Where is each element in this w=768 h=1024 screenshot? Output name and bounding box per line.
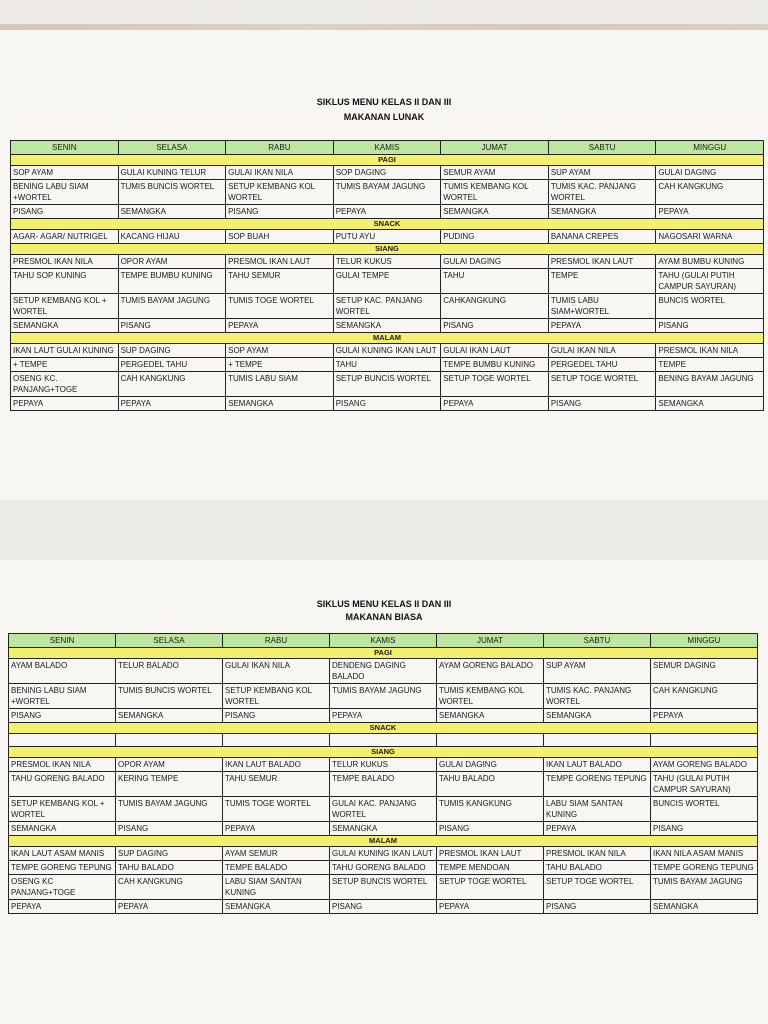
menu-cell: SUP AYAM <box>548 166 656 180</box>
menu-cell: PISANG <box>11 205 119 219</box>
menu-cell: SETUP KEMBANG KOL WORTEL <box>223 684 330 709</box>
menu-cell: SETUP KEMBANG KOL + WORTEL <box>11 294 119 319</box>
menu-cell: PISANG <box>9 709 116 723</box>
menu-cell: SEMANGKA <box>330 822 437 836</box>
menu-cell: OSENG KC. PANJANG+TOGE <box>11 372 119 397</box>
table-row <box>9 847 758 861</box>
menu-cell: GULAI KAC. PANJANG WORTEL <box>330 797 437 822</box>
meal-section-label: SIANG <box>9 747 758 758</box>
table-row <box>9 758 758 772</box>
menu-cell: OPOR AYAM <box>116 758 223 772</box>
menu-cell: GULAI IKAN NILA <box>548 344 656 358</box>
menu-cell: AGAR- AGAR/ NUTRIGEL <box>11 230 119 244</box>
table-row <box>11 230 764 244</box>
table-row <box>9 734 758 747</box>
menu-cell: AYAM BUMBU KUNING <box>656 255 764 269</box>
menu-cell: GULAI DAGING <box>437 758 544 772</box>
menu-cell: SEMANGKA <box>656 397 764 411</box>
menu-cell <box>651 734 758 747</box>
menu-cell: TAHU SEMUR <box>223 772 330 797</box>
menu-cell: TUMIS KEMBANG KOL WORTEL <box>441 180 549 205</box>
day-header: SABTU <box>544 634 651 648</box>
menu-cell: BENING LABU SIAM +WORTEL <box>9 684 116 709</box>
menu-cell: TUMIS LABU SIAM+WORTEL <box>548 294 656 319</box>
menu-cell: IKAN LAUT GULAI KUNING <box>11 344 119 358</box>
menu-cell: TEMPE BALADO <box>223 861 330 875</box>
menu-cell: TEMPE GORENG TEPUNG <box>651 861 758 875</box>
menu-cell: PISANG <box>548 397 656 411</box>
table-row <box>11 269 764 294</box>
day-header: SENIN <box>9 634 116 648</box>
doc1-subtitle: MAKANAN LUNAK <box>343 112 425 122</box>
table-row <box>9 875 758 900</box>
menu-cell: SEMANGKA <box>548 205 656 219</box>
menu-cell: PEPAYA <box>651 709 758 723</box>
table-row <box>11 166 764 180</box>
meal-section-label: MALAM <box>9 836 758 847</box>
section-row <box>11 333 764 344</box>
menu-cell: PRESMOL IKAN LAUT <box>548 255 656 269</box>
menu-cell: TUMIS TOGE WORTEL <box>226 294 334 319</box>
menu-cell: PEPAYA <box>656 205 764 219</box>
section-row <box>9 747 758 758</box>
menu-cell: TUMIS BUNCIS WORTEL <box>116 684 223 709</box>
menu-cell: TUMIS KAC. PANJANG WORTEL <box>548 180 656 205</box>
section-row <box>9 648 758 659</box>
menu-cell: PEPAYA <box>548 319 656 333</box>
day-header: SENIN <box>11 141 119 155</box>
header-row <box>11 141 764 155</box>
menu-cell: SEMANGKA <box>544 709 651 723</box>
menu-cell: SETUP TOGE WORTEL <box>437 875 544 900</box>
menu-cell: SETUP KAC. PANJANG WORTEL <box>333 294 441 319</box>
menu-cell: GULAI KUNING IKAN LAUT <box>330 847 437 861</box>
menu-cell: TAHU BALADO <box>544 861 651 875</box>
menu-cell: SETUP TOGE WORTEL <box>441 372 549 397</box>
menu-cell: SOP DAGING <box>333 166 441 180</box>
day-header: SELASA <box>118 141 226 155</box>
table-row <box>11 294 764 319</box>
menu-cell: PEPAYA <box>223 822 330 836</box>
day-header: MINGGU <box>656 141 764 155</box>
menu-cell: PEPAYA <box>11 397 119 411</box>
table-row <box>9 900 758 914</box>
menu-cell: PERGEDEL TAHU <box>118 358 226 372</box>
menu-cell: PISANG <box>223 709 330 723</box>
menu-cell: PISANG <box>226 205 334 219</box>
menu-cell: KACANG HIJAU <box>118 230 226 244</box>
menu-cell: PUDING <box>441 230 549 244</box>
meal-section-label: PAGI <box>9 648 758 659</box>
table-row <box>9 709 758 723</box>
menu-cell: PRESMOL IKAN NILA <box>9 758 116 772</box>
menu-cell: PISANG <box>116 822 223 836</box>
menu-cell: SOP AYAM <box>11 166 119 180</box>
menu-cell: PISANG <box>651 822 758 836</box>
menu-cell: IKAN LAUT BALADO <box>544 758 651 772</box>
meal-section-label: SIANG <box>11 244 764 255</box>
menu-cell: TUMIS BUNCIS WORTEL <box>118 180 226 205</box>
table-row <box>11 358 764 372</box>
menu-cell: CAHKANGKUNG <box>441 294 549 319</box>
menu-cell: SEMUR DAGING <box>651 659 758 684</box>
menu-cell: SOP BUAH <box>226 230 334 244</box>
menu-cell: TEMPE GORENG TEPUNG <box>9 861 116 875</box>
day-header: RABU <box>226 141 334 155</box>
menu-cell: TEMPE GORENG TEPUNG <box>544 772 651 797</box>
section-row <box>11 244 764 255</box>
menu-cell: PRESMOL IKAN NILA <box>544 847 651 861</box>
table-row <box>9 772 758 797</box>
menu-cell: LABU SIAM SANTAN KUNING <box>223 875 330 900</box>
menu-cell: BUNCIS WORTEL <box>656 294 764 319</box>
menu-cell: IKAN LAUT ASAM MANIS <box>9 847 116 861</box>
menu-cell: BUNCIS WORTEL <box>651 797 758 822</box>
menu-cell: BANANA CREPES <box>548 230 656 244</box>
menu-cell: PUTU AYU <box>333 230 441 244</box>
menu-cell: TAHU <box>333 358 441 372</box>
menu-cell <box>116 734 223 747</box>
menu-cell: PISANG <box>333 397 441 411</box>
table-row <box>9 822 758 836</box>
doc2-subtitle: MAKANAN BIASA <box>345 612 423 622</box>
menu-cell: SETUP KEMBANG KOL WORTEL <box>226 180 334 205</box>
menu-cell: PEPAYA <box>118 397 226 411</box>
menu-cell: AYAM BALADO <box>9 659 116 684</box>
day-header: JUMAT <box>441 141 549 155</box>
menu-cell: SETUP TOGE WORTEL <box>544 875 651 900</box>
menu-cell: SETUP BUNCIS WORTEL <box>333 372 441 397</box>
menu-cell: PEPAYA <box>9 900 116 914</box>
menu-cell: IKAN NILA ASAM MANIS <box>651 847 758 861</box>
menu-cell: TAHU (GULAI PUTIH CAMPUR SAYURAN) <box>656 269 764 294</box>
menu-cell: CAH KANGKUNG <box>656 180 764 205</box>
menu-cell: SEMUR AYAM <box>441 166 549 180</box>
section-row <box>11 155 764 166</box>
table-row <box>11 397 764 411</box>
menu-cell: PEPAYA <box>226 319 334 333</box>
section-row <box>11 219 764 230</box>
menu-cell: TEMPE <box>548 269 656 294</box>
menu-cell: IKAN LAUT BALADO <box>223 758 330 772</box>
menu-cell: TELUR KUKUS <box>330 758 437 772</box>
menu-table-biasa <box>8 633 758 914</box>
section-row <box>9 723 758 734</box>
menu-cell: PISANG <box>544 900 651 914</box>
menu-cell: TUMIS BAYAM JAGUNG <box>118 294 226 319</box>
meal-section-label: PAGI <box>11 155 764 166</box>
menu-cell: PISANG <box>437 822 544 836</box>
menu-cell: + TEMPE <box>226 358 334 372</box>
menu-cell: TAHU SOP KUNING <box>11 269 119 294</box>
day-header: JUMAT <box>437 634 544 648</box>
table-row <box>11 372 764 397</box>
table-row <box>11 180 764 205</box>
menu-cell: TEMPE <box>656 358 764 372</box>
menu-cell: SEMANGKA <box>9 822 116 836</box>
menu-cell: SEMANGKA <box>116 709 223 723</box>
menu-cell: SETUP BUNCIS WORTEL <box>330 875 437 900</box>
menu-cell: PEPAYA <box>544 822 651 836</box>
menu-cell: SEMANGKA <box>223 900 330 914</box>
menu-cell: TUMIS BAYAM JAGUNG <box>333 180 441 205</box>
menu-cell: TEMPE BALADO <box>330 772 437 797</box>
menu-cell: PERGEDEL TAHU <box>548 358 656 372</box>
menu-cell: PRESMOL IKAN LAUT <box>437 847 544 861</box>
menu-table-lunak <box>10 140 764 411</box>
menu-cell: SEMANGKA <box>333 319 441 333</box>
menu-cell: BENING LABU SIAM +WORTEL <box>11 180 119 205</box>
menu-cell: GULAI KUNING TELUR <box>118 166 226 180</box>
menu-cell: SEMANGKA <box>118 205 226 219</box>
menu-cell: TELUR KUKUS <box>333 255 441 269</box>
menu-cell: TELUR BALADO <box>116 659 223 684</box>
menu-cell: SUP DAGING <box>118 344 226 358</box>
menu-cell: GULAI IKAN NILA <box>223 659 330 684</box>
day-header: MINGGU <box>651 634 758 648</box>
menu-cell: PEPAYA <box>441 397 549 411</box>
day-header: SELASA <box>116 634 223 648</box>
menu-cell: BENING BAYAM JAGUNG <box>656 372 764 397</box>
menu-cell: DENDENG DAGING BALADO <box>330 659 437 684</box>
menu-cell <box>544 734 651 747</box>
menu-cell: TAHU GORENG BALADO <box>9 772 116 797</box>
menu-cell: PEPAYA <box>330 709 437 723</box>
menu-cell: GULAI DAGING <box>441 255 549 269</box>
menu-cell: PRESMOL IKAN NILA <box>11 255 119 269</box>
menu-cell: TUMIS KEMBANG KOL WORTEL <box>437 684 544 709</box>
doc2-title: SIKLUS MENU KELAS II DAN III <box>316 599 452 609</box>
menu-cell: OSENG KC PANJANG+TOGE <box>9 875 116 900</box>
menu-cell: TAHU <box>441 269 549 294</box>
menu-cell: CAH KANGKUNG <box>118 372 226 397</box>
menu-cell <box>9 734 116 747</box>
menu-cell: PISANG <box>656 319 764 333</box>
table-row <box>11 344 764 358</box>
menu-cell: TAHU GORENG BALADO <box>330 861 437 875</box>
menu-cell: SOP AYAM <box>226 344 334 358</box>
menu-cell: CAH KANGKUNG <box>116 875 223 900</box>
menu-cell: TAHU BALADO <box>437 772 544 797</box>
menu-cell <box>330 734 437 747</box>
menu-cell: TUMIS BAYAM JAGUNG <box>116 797 223 822</box>
menu-cell: TUMIS BAYAM JAGUNG <box>651 875 758 900</box>
doc1-title: SIKLUS MENU KELAS II DAN III <box>316 97 452 107</box>
meal-section-label: SNACK <box>9 723 758 734</box>
menu-cell: SUP DAGING <box>116 847 223 861</box>
menu-cell: SEMANGKA <box>441 205 549 219</box>
menu-cell: TEMPE BUMBU KUNING <box>118 269 226 294</box>
meal-section-label: SNACK <box>11 219 764 230</box>
table-row <box>11 255 764 269</box>
menu-cell: SEMANGKA <box>11 319 119 333</box>
table-row <box>11 205 764 219</box>
menu-cell: SEMANGKA <box>651 900 758 914</box>
menu-cell: PISANG <box>118 319 226 333</box>
menu-cell: LABU SIAM SANTAN KUNING <box>544 797 651 822</box>
menu-cell: GULAI IKAN NILA <box>226 166 334 180</box>
menu-cell: GULAI TEMPE <box>333 269 441 294</box>
day-header: SABTU <box>548 141 656 155</box>
menu-cell: PEPAYA <box>333 205 441 219</box>
section-row <box>9 836 758 847</box>
menu-cell: PISANG <box>330 900 437 914</box>
menu-cell: TAHU BALADO <box>116 861 223 875</box>
day-header: RABU <box>223 634 330 648</box>
menu-cell: SUP AYAM <box>544 659 651 684</box>
menu-cell: SEMANGKA <box>226 397 334 411</box>
menu-cell: PRESMOL IKAN LAUT <box>226 255 334 269</box>
menu-cell: SETUP KEMBANG KOL + WORTEL <box>9 797 116 822</box>
menu-cell: KERING TEMPE <box>116 772 223 797</box>
menu-cell <box>223 734 330 747</box>
menu-cell: TEMPE BUMBU KUNING <box>441 358 549 372</box>
menu-cell: PRESMOL IKAN NILA <box>656 344 764 358</box>
menu-cell: SETUP TOGE WORTEL <box>548 372 656 397</box>
day-header: KAMIS <box>333 141 441 155</box>
menu-cell: TEMPE MENDOAN <box>437 861 544 875</box>
menu-cell: + TEMPE <box>11 358 119 372</box>
table-row <box>9 684 758 709</box>
menu-cell: GULAI KUNING IKAN LAUT <box>333 344 441 358</box>
menu-cell: TUMIS KAC. PANJANG WORTEL <box>544 684 651 709</box>
table-row <box>9 797 758 822</box>
menu-cell: PEPAYA <box>437 900 544 914</box>
menu-cell: GULAI DAGING <box>656 166 764 180</box>
table-row <box>11 319 764 333</box>
day-header: KAMIS <box>330 634 437 648</box>
menu-cell: TUMIS KANGKUNG <box>437 797 544 822</box>
menu-cell: AYAM SEMUR <box>223 847 330 861</box>
menu-cell: AYAM GORENG BALADO <box>651 758 758 772</box>
header-row <box>9 634 758 648</box>
menu-cell: AYAM GORENG BALADO <box>437 659 544 684</box>
menu-cell <box>437 734 544 747</box>
menu-cell: TUMIS LABU SIAM <box>226 372 334 397</box>
menu-cell: OPOR AYAM <box>118 255 226 269</box>
table-row <box>9 861 758 875</box>
meal-section-label: MALAM <box>11 333 764 344</box>
menu-cell: GULAI IKAN LAUT <box>441 344 549 358</box>
menu-cell: TAHU (GULAI PUTIH CAMPUR SAYURAN) <box>651 772 758 797</box>
menu-cell: PISANG <box>441 319 549 333</box>
table-row <box>9 659 758 684</box>
menu-cell: TAHU SEMUR <box>226 269 334 294</box>
menu-cell: TUMIS BAYAM JAGUNG <box>330 684 437 709</box>
menu-cell: CAH KANGKUNG <box>651 684 758 709</box>
menu-cell: SEMANGKA <box>437 709 544 723</box>
menu-cell: TUMIS TOGE WORTEL <box>223 797 330 822</box>
menu-cell: PEPAYA <box>116 900 223 914</box>
menu-cell: NAGOSARI WARNA <box>656 230 764 244</box>
